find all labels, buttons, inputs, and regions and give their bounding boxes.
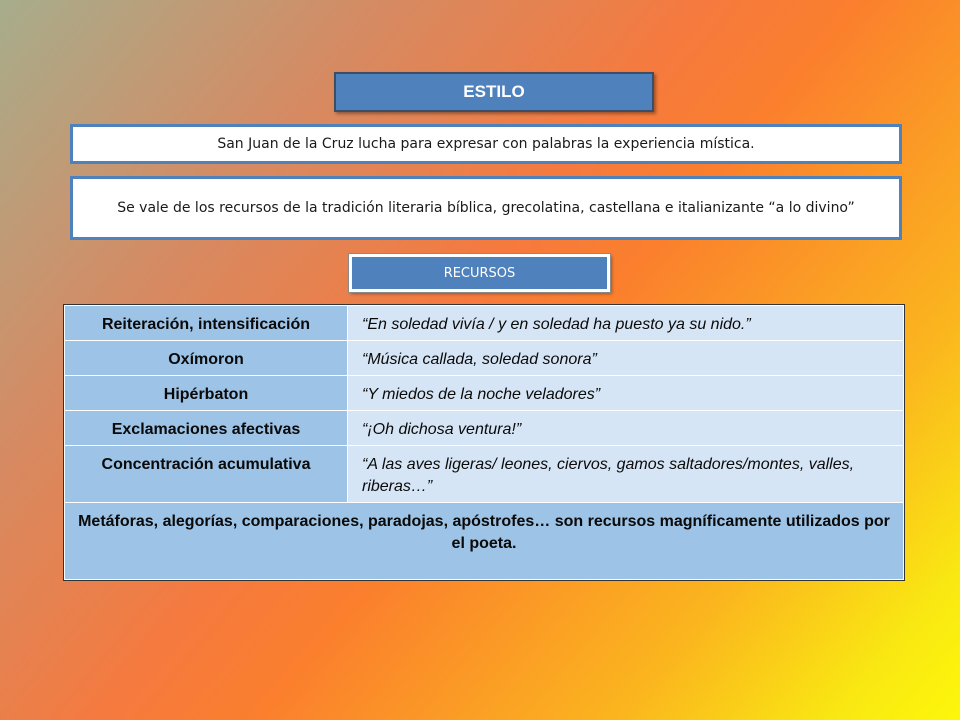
table-row [65, 341, 904, 376]
resource-example: “¡Oh dichosa ventura!” [348, 411, 904, 446]
intro-text: San Juan de la Cruz lucha para expresar con palabras la experiencia mística. [70, 124, 902, 164]
page-title: ESTILO [334, 72, 654, 112]
resources-table [64, 305, 904, 580]
table-row [65, 411, 904, 446]
section-label-recursos: RECURSOS [349, 254, 610, 292]
table-footer-row [65, 503, 904, 580]
resource-example: “A las aves ligeras/ leones, ciervos, gamos saltadores/montes, valles, riberas…” [348, 446, 904, 503]
table-row [65, 306, 904, 341]
resource-name: Concentración acumulativa [65, 446, 348, 503]
resource-name: Reiteración, intensificación [65, 306, 348, 341]
resource-name: Exclamaciones afectivas [65, 411, 348, 446]
resource-name: Hipérbaton [65, 376, 348, 411]
resource-example: “En soledad vivía / y en soledad ha puesto ya su nido.” [348, 306, 904, 341]
resource-example: “Y miedos de la noche veladores” [348, 376, 904, 411]
table-row [65, 446, 904, 503]
sources-text: Se vale de los recursos de la tradición literaria bíblica, grecolatina, castellana e italianizante “a lo divino” [70, 176, 902, 240]
table-row [65, 376, 904, 411]
resource-example: “Música callada, soledad sonora” [348, 341, 904, 376]
resource-name: Oxímoron [65, 341, 348, 376]
table-footer-note: Metáforas, alegorías, comparaciones, paradojas, apóstrofes… son recursos magníficamente utilizados por el poeta. [65, 503, 904, 580]
